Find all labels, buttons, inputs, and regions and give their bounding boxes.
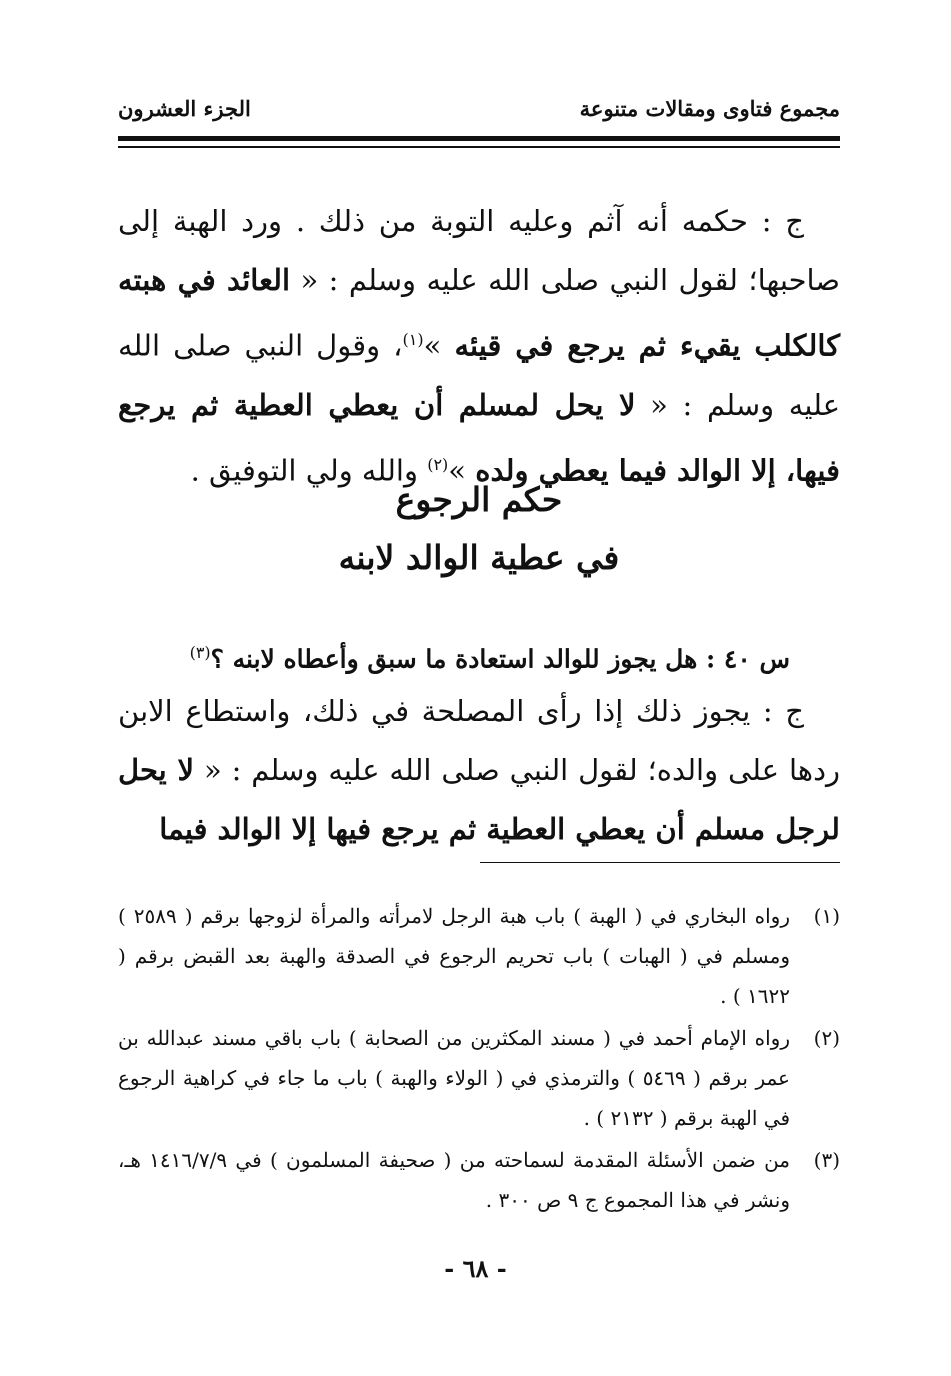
quote-close-1: »: [423, 328, 442, 363]
footnote-1: [118, 896, 840, 1016]
footnote-text: من ضمن الأسئلة المقدمة لسماحته من ( صحيفة المسلمون ) في ١٤١٦/٧/٩ هـ، ونشر في هذا المجموع ج ٩ ص ٣٠٠ .: [118, 1148, 791, 1212]
answer1-middle: ، وقول النبي صلى الله عليه وسلم : «: [118, 328, 840, 422]
answer-paragraph-2: [118, 682, 840, 859]
hadith-quote-1: العائد في هبته كالكلب يقيء ثم يرجع في قيئه: [118, 263, 840, 363]
footnote-ref-2: (٢): [427, 454, 449, 474]
hadith-quote-3: لا يحل لرجل مسلم أن يعطي العطية ثم يرجع فيها إلا الوالد فيما: [118, 753, 840, 846]
page-number: - ٦٨ -: [444, 1254, 507, 1283]
answer1-intro: ج : حكمه أنه آثم وعليه التوبة من ذلك . ورد الهبة إلى صاحبها؛ لقول النبي صلى الله عليه وسلم : «: [118, 204, 840, 297]
answer1-closing: والله ولي التوفيق .: [190, 453, 418, 488]
footnote-text: رواه البخاري في ( الهبة ) باب هبة الرجل لامرأته والمرأة لزوجها برقم ( ٢٥٨٩ ) ومسلم في ( الهبات ) باب تحريم الرجوع في الصدقة والهبة بعد القبض برقم ( ١٦٢٢ ) .: [118, 904, 790, 1008]
footnote-number: (٣): [813, 1148, 840, 1172]
answer-paragraph-1: [118, 192, 840, 500]
footnote-3: [118, 1140, 840, 1220]
section-title-line-2: في عطية الوالد لابنه: [338, 538, 620, 577]
book-title: مجموع فتاوى ومقالات متنوعة: [579, 95, 840, 121]
question-text: س ٤٠ : هل يجوز للوالد استعادة ما سبق وأعطاه لابنه ؟: [210, 644, 790, 674]
header-rule-thick: [118, 136, 840, 141]
header-rule-thin: [118, 146, 840, 148]
footnote-number: (١): [813, 904, 840, 928]
answer2-intro: ج : يجوز ذلك إذا رأى المصلحة في ذلك، واستطاع الابن ردها على والده؛ لقول النبي صلى الله عليه وسلم : «: [118, 694, 840, 787]
footnote-ref-3: (٣): [189, 643, 211, 662]
section-title-line-1: حكم الرجوع: [395, 480, 563, 519]
footnote-text: رواه الإمام أحمد في ( مسند المكثرين من الصحابة ) باب باقي مسند عبدالله بن عمر برقم ( ٥٤٦٩ ) والترمذي في ( الولاء والهبة ) باب ما جاء في كراهية الرجوع في الهبة برقم ( ٢١٣٢ ) .: [118, 1026, 790, 1130]
page-header: [118, 88, 840, 128]
volume-label: الجزء العشرون: [118, 95, 251, 121]
footnote-number: (٢): [813, 1026, 840, 1050]
quote-close-2: »: [448, 453, 467, 488]
hadith-quote-2: لا يحل لمسلم أن يعطي العطية ثم يرجع فيها، إلا الوالد فيما يعطي ولده: [118, 387, 840, 488]
footnote-separator: [480, 862, 840, 863]
footnote-ref-1: (١): [402, 330, 424, 349]
question-40: [118, 628, 840, 684]
footnotes: [118, 896, 840, 1222]
footnote-2: [118, 1018, 840, 1138]
